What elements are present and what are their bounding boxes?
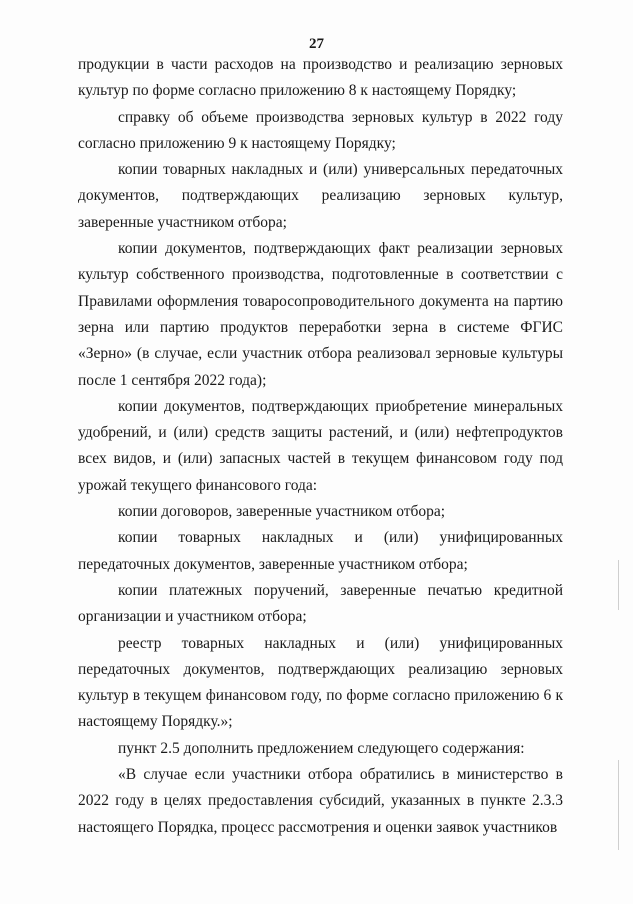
paragraph: пункт 2.5 дополнить предложением следующего содержания: xyxy=(118,739,525,757)
document-body xyxy=(78,52,563,841)
paragraph: продукции в части расходов на производство и реализацию зерновых культур по форме согласно приложению 8 к настоящему Порядку; xyxy=(78,56,563,100)
paragraph: реестр товарных накладных и (или) унифицированных передаточных документов, подтверждающих реализацию зерновых культур в текущем финансовом году, по форме согласно приложению 6 к настоящему Порядку.»; xyxy=(78,634,563,731)
paragraph: копии товарных накладных и (или) унифицированных передаточных документов, заверенные участником отбора; xyxy=(78,529,563,573)
paragraph: копии документов, подтверждающих факт реализации зерновых культур собственного производства, подготовленные в соответствии с Правилами оформления товаросопроводительного документа на партию зерна или партию продуктов переработки зерна в системе ФГИС «Зерно» (в случае, если участник отбора реализовал зерновые культуры после 1 сентября 2022 года); xyxy=(78,240,563,389)
paragraph: справку об объеме производства зерновых культур в 2022 году согласно приложению 9 к настоящему Порядку; xyxy=(78,108,563,152)
paragraph: копии товарных накладных и (или) универсальных передаточных документов, подтверждающих реализацию зерновых культур, заверенные участником отбора; xyxy=(78,161,563,231)
scan-edge-mark xyxy=(618,560,619,610)
scan-edge-mark xyxy=(618,760,619,850)
paragraph: копии платежных поручений, заверенные печатью кредитной организации и участником отбора; xyxy=(78,581,563,626)
page-number: 27 xyxy=(309,36,324,52)
paragraph: копии документов, подтверждающих приобретение минеральных удобрений, и (или) средств защиты растений, и (или) нефтепродуктов всех видов, и (или) запасных частей в текущем финансовом году под урожай текущего финансового года: xyxy=(78,397,563,494)
paragraph: «В случае если участники отбора обратились в министерство в 2022 году в целях предоставления субсидий, указанных в пункте 2.3.3 настоящего Порядка, процесс рассмотрения и оценки заявок участников xyxy=(78,766,563,836)
paragraph: копии договоров, заверенные участником отбора; xyxy=(118,503,446,521)
